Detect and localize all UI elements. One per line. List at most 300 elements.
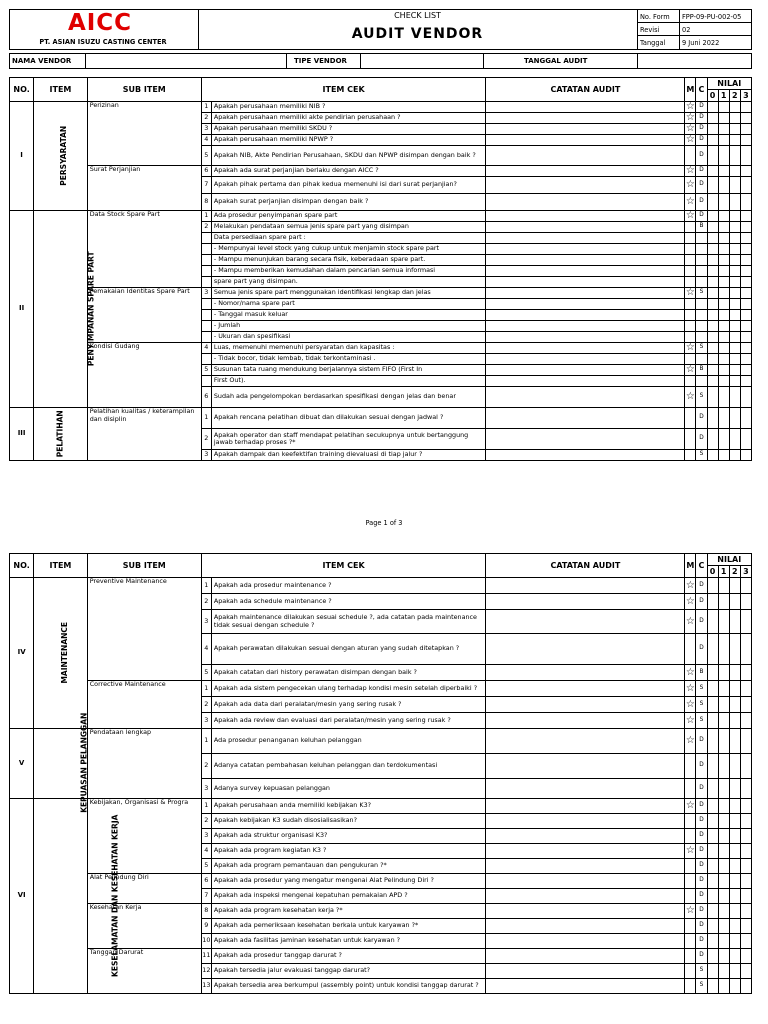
category-code-text: D (699, 645, 704, 652)
category-code (696, 859, 707, 874)
check-question-text: Adanya catatan pembahasan keluhan pelanggan dan terdokumentasi (213, 761, 438, 770)
mandatory-mark (685, 343, 696, 354)
tanggal-audit-label: TANGGAL AUDIT (524, 57, 588, 65)
score-cell-0[interactable] (707, 681, 718, 697)
score-cell-3[interactable] (740, 429, 751, 450)
score-cell-1[interactable] (718, 332, 729, 343)
mandatory-mark (685, 578, 696, 594)
score-cell-3[interactable] (740, 288, 751, 299)
score-cell-1[interactable] (718, 387, 729, 408)
score-cell-0[interactable] (707, 387, 718, 408)
score-cell-0[interactable] (707, 450, 718, 461)
score-cell-1[interactable] (718, 288, 729, 299)
check-question (211, 697, 486, 713)
score-cell-1[interactable] (718, 124, 729, 135)
category-code-text: D (699, 817, 704, 824)
category-code (696, 964, 707, 979)
table-row (10, 211, 752, 222)
score-cell-3[interactable] (740, 124, 751, 135)
score-cell-2[interactable] (729, 102, 740, 113)
score-cell-2[interactable] (729, 681, 740, 697)
score-cell-3[interactable] (740, 146, 751, 166)
score-cell-1[interactable] (718, 321, 729, 332)
score-cell-2[interactable] (729, 222, 740, 233)
score-cell-2[interactable] (729, 194, 740, 211)
score-cell-0[interactable] (707, 964, 718, 979)
score-cell-0[interactable] (707, 429, 718, 450)
score-cell-3[interactable] (740, 814, 751, 829)
check-question-text: - Mampu memberikan kemudahan dalam pencarian semua informasi (213, 266, 436, 275)
score-cell-3[interactable] (740, 299, 751, 310)
score-cell-2[interactable] (729, 429, 740, 450)
score-cell-1[interactable] (718, 113, 729, 124)
check-question (211, 729, 486, 754)
score-cell-2[interactable] (729, 146, 740, 166)
score-cell-1[interactable] (718, 889, 729, 904)
score-cell-2[interactable] (729, 665, 740, 681)
score-cell-1[interactable] (718, 354, 729, 365)
sub-item-text: Kondisi Gudang (89, 342, 140, 350)
score-cell-3[interactable] (740, 244, 751, 255)
check-question (211, 634, 486, 665)
category-code-text: D (699, 877, 704, 884)
mandatory-mark (685, 450, 696, 461)
score-cell-3[interactable] (740, 904, 751, 919)
score-cell-1[interactable] (718, 255, 729, 266)
score-cell-2[interactable] (729, 124, 740, 135)
score-cell-2[interactable] (729, 266, 740, 277)
mandatory-mark (685, 332, 696, 343)
score-cell-0[interactable] (707, 332, 718, 343)
score-cell-0[interactable] (707, 266, 718, 277)
check-question-text: Adanya survey kepuasan pelanggan (213, 783, 330, 792)
section-item-label: KESELAMATAN DAN KESEHATAN KERJA (110, 814, 120, 977)
score-cell-0[interactable] (707, 919, 718, 934)
score-cell-2[interactable] (729, 288, 740, 299)
score-cell-1[interactable] (718, 844, 729, 859)
score-cell-1[interactable] (718, 799, 729, 814)
category-code (696, 429, 707, 450)
category-code-text: S (699, 344, 704, 351)
category-code (696, 665, 707, 681)
score-cell-0[interactable] (707, 949, 718, 964)
score-cell-2[interactable] (729, 964, 740, 979)
score-cell-0[interactable] (707, 194, 718, 211)
score-cell-2[interactable] (729, 365, 740, 376)
col-c-header-text: C (698, 84, 705, 94)
score-cell-3[interactable] (740, 255, 751, 266)
sub-item (87, 288, 201, 343)
score-cell-0[interactable] (707, 779, 718, 799)
score-cell-3[interactable] (740, 829, 751, 844)
score-cell-3[interactable] (740, 799, 751, 814)
score-cell-1[interactable] (718, 277, 729, 288)
audit-note (486, 964, 685, 979)
score-cell-3[interactable] (740, 343, 751, 354)
score-cell-2[interactable] (729, 779, 740, 799)
score-cell-0[interactable] (707, 799, 718, 814)
score-cell-0[interactable] (707, 934, 718, 949)
score-cell-1[interactable] (718, 610, 729, 634)
score-cell-3[interactable] (740, 194, 751, 211)
score-cell-2[interactable] (729, 919, 740, 934)
check-number (201, 244, 211, 255)
check-question (211, 194, 486, 211)
col-item-header-text: ITEM (49, 560, 72, 570)
score-cell-0[interactable] (707, 754, 718, 779)
score-cell-2[interactable] (729, 321, 740, 332)
mandatory-mark (685, 299, 696, 310)
mandatory-mark (685, 934, 696, 949)
score-cell-1[interactable] (718, 949, 729, 964)
check-number-text: 3 (204, 715, 209, 724)
score-cell-0[interactable] (707, 665, 718, 681)
star-icon: ☆ (685, 364, 695, 375)
score-cell-0[interactable] (707, 729, 718, 754)
score-cell-3[interactable] (740, 222, 751, 233)
score-cell-1[interactable] (718, 429, 729, 450)
audit-note (486, 332, 685, 343)
score-cell-1[interactable] (718, 211, 729, 222)
score-cell-3[interactable] (740, 729, 751, 754)
score-cell-0[interactable] (707, 135, 718, 146)
col-nilai-n2-header-text: 2 (731, 566, 738, 576)
score-cell-2[interactable] (729, 859, 740, 874)
score-cell-0[interactable] (707, 166, 718, 177)
score-cell-3[interactable] (740, 387, 751, 408)
score-cell-2[interactable] (729, 634, 740, 665)
score-cell-1[interactable] (718, 634, 729, 665)
mandatory-mark (685, 919, 696, 934)
score-cell-0[interactable] (707, 408, 718, 429)
score-cell-3[interactable] (740, 102, 751, 113)
sub-item-text: Surat Perjanjian (89, 165, 141, 173)
score-cell-1[interactable] (718, 874, 729, 889)
check-question (211, 779, 486, 799)
score-cell-3[interactable] (740, 177, 751, 194)
score-cell-1[interactable] (718, 244, 729, 255)
score-cell-0[interactable] (707, 146, 718, 166)
col-no-header-text: NO. (13, 84, 30, 94)
score-cell-1[interactable] (718, 779, 729, 799)
score-cell-1[interactable] (718, 376, 729, 387)
score-cell-2[interactable] (729, 610, 740, 634)
score-cell-3[interactable] (740, 949, 751, 964)
score-cell-3[interactable] (740, 135, 751, 146)
score-cell-1[interactable] (718, 665, 729, 681)
score-cell-3[interactable] (740, 779, 751, 799)
check-number-text: 1 (204, 413, 209, 422)
score-cell-2[interactable] (729, 874, 740, 889)
score-cell-1[interactable] (718, 919, 729, 934)
score-cell-3[interactable] (740, 233, 751, 244)
score-cell-1[interactable] (718, 222, 729, 233)
score-cell-0[interactable] (707, 829, 718, 844)
score-cell-0[interactable] (707, 211, 718, 222)
check-number (201, 376, 211, 387)
category-code-text: B (699, 668, 704, 675)
star-icon: ☆ (685, 101, 695, 112)
score-cell-3[interactable] (740, 665, 751, 681)
score-cell-2[interactable] (729, 594, 740, 610)
check-question-text: Melakukan pendataan semua jenis spare part yang disimpan (213, 222, 409, 231)
score-cell-0[interactable] (707, 376, 718, 387)
score-cell-1[interactable] (718, 266, 729, 277)
score-cell-0[interactable] (707, 124, 718, 135)
star-icon: ☆ (685, 579, 695, 591)
category-code (696, 889, 707, 904)
audit-note (486, 578, 685, 594)
category-code (696, 222, 707, 233)
score-cell-1[interactable] (718, 365, 729, 376)
score-cell-0[interactable] (707, 354, 718, 365)
audit-note (486, 135, 685, 146)
score-cell-0[interactable] (707, 889, 718, 904)
score-cell-1[interactable] (718, 964, 729, 979)
star-icon: ☆ (685, 595, 695, 607)
score-cell-1[interactable] (718, 146, 729, 166)
check-number (201, 844, 211, 859)
score-cell-2[interactable] (729, 113, 740, 124)
category-code (696, 578, 707, 594)
mandatory-mark (685, 354, 696, 365)
sub-item-text: Pemakaian Identitas Spare Part (89, 287, 190, 295)
score-cell-3[interactable] (740, 859, 751, 874)
score-cell-3[interactable] (740, 844, 751, 859)
score-cell-2[interactable] (729, 244, 740, 255)
score-cell-0[interactable] (707, 177, 718, 194)
mandatory-mark (685, 713, 696, 729)
score-cell-0[interactable] (707, 310, 718, 321)
score-cell-2[interactable] (729, 814, 740, 829)
score-cell-1[interactable] (718, 979, 729, 994)
score-cell-3[interactable] (740, 578, 751, 594)
score-cell-0[interactable] (707, 222, 718, 233)
score-cell-3[interactable] (740, 266, 751, 277)
check-number-text: 1 (204, 580, 209, 589)
score-cell-3[interactable] (740, 310, 751, 321)
score-cell-1[interactable] (718, 934, 729, 949)
score-cell-1[interactable] (718, 859, 729, 874)
check-question (211, 113, 486, 124)
audit-note (486, 365, 685, 376)
table-row (10, 681, 752, 697)
score-cell-2[interactable] (729, 754, 740, 779)
score-cell-3[interactable] (740, 354, 751, 365)
sub-item-text: Kebijakan, Organisasi & Progra (89, 798, 189, 806)
score-cell-0[interactable] (707, 343, 718, 354)
score-cell-0[interactable] (707, 233, 718, 244)
score-cell-2[interactable] (729, 578, 740, 594)
score-cell-2[interactable] (729, 450, 740, 461)
score-cell-2[interactable] (729, 408, 740, 429)
score-cell-0[interactable] (707, 102, 718, 113)
score-cell-2[interactable] (729, 211, 740, 222)
score-cell-3[interactable] (740, 713, 751, 729)
score-cell-3[interactable] (740, 332, 751, 343)
score-cell-1[interactable] (718, 408, 729, 429)
mandatory-mark (685, 429, 696, 450)
check-number-text: 4 (204, 343, 209, 352)
score-cell-2[interactable] (729, 255, 740, 266)
check-number (201, 859, 211, 874)
audit-note (486, 343, 685, 354)
table-row (10, 166, 752, 177)
score-cell-1[interactable] (718, 578, 729, 594)
score-cell-2[interactable] (729, 376, 740, 387)
score-cell-0[interactable] (707, 844, 718, 859)
score-cell-2[interactable] (729, 729, 740, 754)
check-question-text: - Tanggal masuk keluar (213, 310, 288, 319)
score-cell-0[interactable] (707, 610, 718, 634)
score-cell-3[interactable] (740, 979, 751, 994)
category-code (696, 450, 707, 461)
score-cell-0[interactable] (707, 697, 718, 713)
score-cell-1[interactable] (718, 904, 729, 919)
score-cell-3[interactable] (740, 277, 751, 288)
score-cell-3[interactable] (740, 594, 751, 610)
score-cell-2[interactable] (729, 310, 740, 321)
score-cell-3[interactable] (740, 321, 751, 332)
score-cell-2[interactable] (729, 354, 740, 365)
score-cell-0[interactable] (707, 874, 718, 889)
mandatory-mark (685, 266, 696, 277)
sub-item-text: Corrective Maintenance (89, 680, 166, 688)
score-cell-2[interactable] (729, 799, 740, 814)
score-cell-3[interactable] (740, 754, 751, 779)
score-cell-3[interactable] (740, 408, 751, 429)
score-cell-3[interactable] (740, 450, 751, 461)
category-code (696, 979, 707, 994)
score-cell-2[interactable] (729, 233, 740, 244)
score-cell-2[interactable] (729, 904, 740, 919)
score-cell-2[interactable] (729, 387, 740, 408)
score-cell-0[interactable] (707, 979, 718, 994)
score-cell-3[interactable] (740, 634, 751, 665)
score-cell-1[interactable] (718, 450, 729, 461)
score-cell-2[interactable] (729, 277, 740, 288)
score-cell-1[interactable] (718, 310, 729, 321)
score-cell-3[interactable] (740, 934, 751, 949)
score-cell-0[interactable] (707, 365, 718, 376)
score-cell-0[interactable] (707, 814, 718, 829)
category-code-text: D (699, 414, 704, 421)
score-cell-2[interactable] (729, 844, 740, 859)
score-cell-2[interactable] (729, 299, 740, 310)
category-code (696, 244, 707, 255)
score-cell-0[interactable] (707, 288, 718, 299)
score-cell-0[interactable] (707, 255, 718, 266)
score-cell-0[interactable] (707, 244, 718, 255)
score-cell-0[interactable] (707, 578, 718, 594)
score-cell-0[interactable] (707, 277, 718, 288)
check-number-text: 9 (204, 921, 209, 930)
score-cell-2[interactable] (729, 713, 740, 729)
mandatory-mark (685, 681, 696, 697)
category-code-text: D (699, 784, 704, 791)
audit-note (486, 949, 685, 964)
score-cell-1[interactable] (718, 166, 729, 177)
score-cell-1[interactable] (718, 102, 729, 113)
score-cell-3[interactable] (740, 113, 751, 124)
score-cell-1[interactable] (718, 343, 729, 354)
score-cell-1[interactable] (718, 713, 729, 729)
score-cell-0[interactable] (707, 321, 718, 332)
score-cell-3[interactable] (740, 211, 751, 222)
score-cell-1[interactable] (718, 814, 729, 829)
audit-note (486, 166, 685, 177)
score-cell-3[interactable] (740, 166, 751, 177)
score-cell-1[interactable] (718, 299, 729, 310)
section-number (10, 211, 34, 408)
score-cell-0[interactable] (707, 904, 718, 919)
score-cell-2[interactable] (729, 135, 740, 146)
score-cell-1[interactable] (718, 177, 729, 194)
score-cell-2[interactable] (729, 829, 740, 844)
score-cell-3[interactable] (740, 681, 751, 697)
check-question (211, 332, 486, 343)
score-cell-1[interactable] (718, 697, 729, 713)
score-cell-1[interactable] (718, 681, 729, 697)
audit-note (486, 244, 685, 255)
score-cell-3[interactable] (740, 376, 751, 387)
score-cell-0[interactable] (707, 859, 718, 874)
score-cell-2[interactable] (729, 177, 740, 194)
score-cell-2[interactable] (729, 889, 740, 904)
score-cell-0[interactable] (707, 299, 718, 310)
check-question (211, 844, 486, 859)
check-question (211, 859, 486, 874)
score-cell-2[interactable] (729, 343, 740, 354)
score-cell-2[interactable] (729, 697, 740, 713)
score-cell-1[interactable] (718, 594, 729, 610)
category-code-text: D (699, 136, 704, 143)
score-cell-1[interactable] (718, 754, 729, 779)
score-cell-1[interactable] (718, 194, 729, 211)
check-number (201, 610, 211, 634)
score-cell-3[interactable] (740, 919, 751, 934)
score-cell-0[interactable] (707, 634, 718, 665)
score-cell-0[interactable] (707, 713, 718, 729)
score-cell-2[interactable] (729, 979, 740, 994)
score-cell-3[interactable] (740, 610, 751, 634)
audit-note (486, 859, 685, 874)
check-question (211, 904, 486, 919)
score-cell-2[interactable] (729, 332, 740, 343)
check-number-text: 1 (204, 801, 209, 810)
score-cell-1[interactable] (718, 829, 729, 844)
score-cell-3[interactable] (740, 697, 751, 713)
check-number (201, 166, 211, 177)
score-cell-3[interactable] (740, 365, 751, 376)
score-cell-2[interactable] (729, 934, 740, 949)
audit-note (486, 255, 685, 266)
score-cell-1[interactable] (718, 729, 729, 754)
score-cell-1[interactable] (718, 135, 729, 146)
score-cell-2[interactable] (729, 166, 740, 177)
score-cell-3[interactable] (740, 874, 751, 889)
score-cell-0[interactable] (707, 113, 718, 124)
score-cell-0[interactable] (707, 594, 718, 610)
check-number-text: 5 (204, 365, 209, 374)
check-number (201, 408, 211, 429)
score-cell-3[interactable] (740, 964, 751, 979)
check-question (211, 222, 486, 233)
mandatory-mark (685, 244, 696, 255)
score-cell-3[interactable] (740, 889, 751, 904)
score-cell-2[interactable] (729, 949, 740, 964)
score-cell-1[interactable] (718, 233, 729, 244)
